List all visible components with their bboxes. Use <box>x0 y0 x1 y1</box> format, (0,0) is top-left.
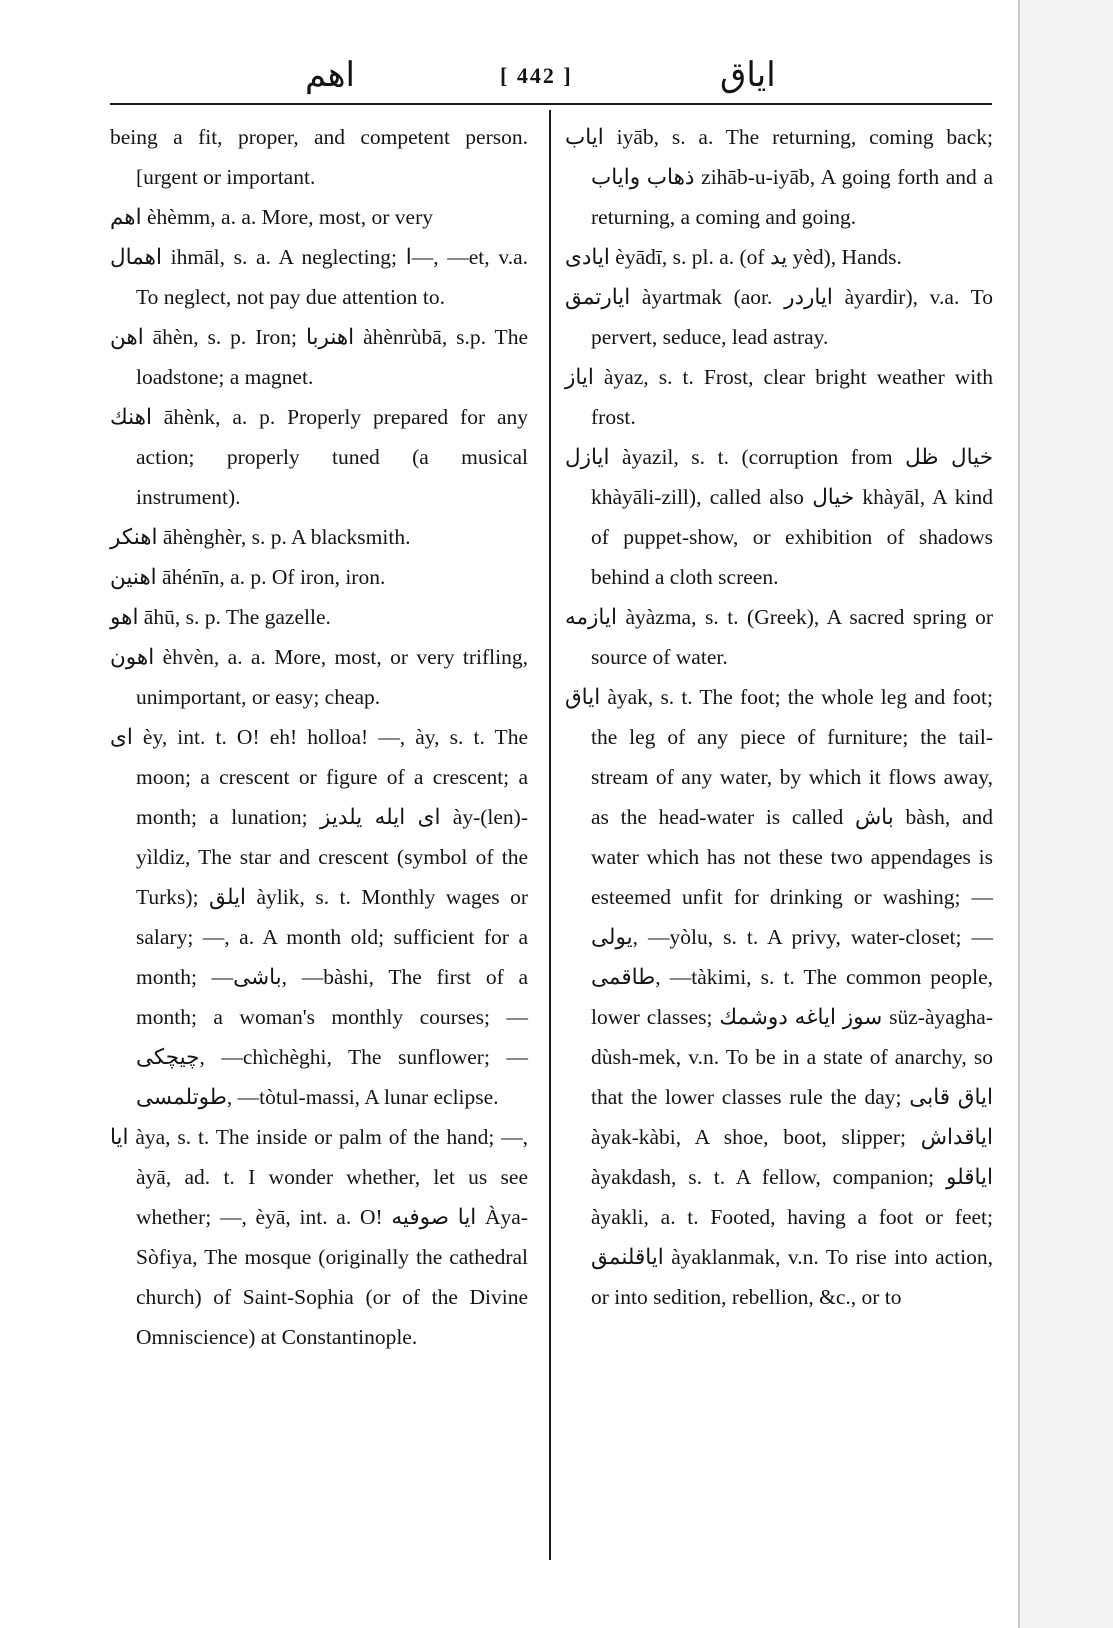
header-left-catchword: اهم <box>305 57 356 94</box>
header-right-catchword: اياق <box>720 57 776 94</box>
dictionary-entry: اى èy, int. t. O! eh! holloa! —, ày, s. t. The moon; a crescent or figure of a crescent; a month; a lunation; اى ايله يلديز ày-(len)-yìldiz, The star and crescent (symbol of the Turks); ايلق àylik, s. t. Monthly wages or salary; —, a. A month old; sufficient for a month; —باشى, —bàshi, The first of a month; a woman's monthly courses; —چيچكى, —chìchèghi, The sunflower; —طوتلمسى, —tòtul-massi, A lunar eclipse. <box>110 725 529 1109</box>
page-header <box>110 55 990 99</box>
page-number: [ 442 ] <box>500 63 573 88</box>
dictionary-entry: اياب iyāb, s. a. The returning, coming back; ذهاب واياب zihāb-u-iyāb, A going forth and a returning, a coming and going. <box>565 125 993 229</box>
dictionary-entry: اهن āhèn, s. p. Iron; اهنربا àhènrùbā, s.p. The loadstone; a magnet. <box>110 325 528 389</box>
dictionary-entry: اهون èhvèn, a. a. More, most, or very trifling, unimportant, or easy; cheap. <box>110 645 528 709</box>
dictionary-entry: ايادى èyādī, s. pl. a. (of يد yèd), Hands. <box>565 245 902 269</box>
right-column <box>565 117 993 1317</box>
dictionary-entry: اهنين āhénīn, a. p. Of iron, iron. <box>110 565 386 589</box>
dictionary-entry: being a fit, proper, and competent person. [urgent or important. <box>110 125 528 189</box>
left-column <box>110 117 528 1357</box>
dictionary-entry: ايا àya, s. t. The inside or palm of the hand; —, àyā, ad. t. I wonder whether, let us see whether; —, èyā, int. a. O! ايا صوفيه Àya-Sòfiya, The mosque (originally the cathedral church) of Saint-Sophia (or of the Divine Omniscience) at Constantinople. <box>110 1125 528 1349</box>
dictionary-entry: ايازمه àyàzma, s. t. (Greek), A sacred spring or source of water. <box>565 605 993 669</box>
dictionary-entry: ايازل àyazil, s. t. (corruption from خيال ظل khàyāli-zill), called also خيال khàyāl, A kind of puppet-show, or exhibition of shadows behind a cloth screen. <box>565 445 993 589</box>
dictionary-entry: اياق àyak, s. t. The foot; the whole leg and foot; the leg of any piece of furniture; the tail-stream of any water, by which it flows away, as the head-water is called باش bàsh, and water which has not these two appendages is esteemed unfit for drinking or washing; —يولى, —yòlu, s. t. A privy, water-closet; —طاقمى, —tàkimi, s. t. The common people, lower classes; سوز اياغه دوشمك süz-àyagha-dùsh-mek, v.n. To be in a state of anarchy, so that the lower classes rule the day; اياق قابى àyak-kàbi, A shoe, boot, slipper; اياقداش àyakdash, s. t. A fellow, companion; اياقلو àyakli, a. t. Footed, having a foot or feet; اياقلنمق àyaklanmak, v.n. To rise into action, or into sedition, rebellion, &c., or to <box>565 685 993 1309</box>
column-divider <box>549 110 551 1560</box>
dictionary-entry: اهنكر āhènghèr, s. p. A blacksmith. <box>110 525 411 549</box>
page-edge <box>1018 0 1020 1628</box>
header-rule <box>110 103 992 105</box>
dictionary-entry: اهمال ihmāl, s. a. A neglecting; ا—, —et, v.a. To neglect, not pay due attention to. <box>110 245 528 309</box>
dictionary-entry: ايارتمق àyartmak (aor. اياردر àyardir), v.a. To pervert, seduce, lead astray. <box>565 285 993 349</box>
dictionary-entry: اهنك āhènk, a. p. Properly prepared for any action; properly tuned (a musical instrument). <box>110 405 528 509</box>
dictionary-entry: اياز àyaz, s. t. Frost, clear bright weather with frost. <box>565 365 993 429</box>
dictionary-entry: اهم èhèmm, a. a. More, most, or very <box>110 205 433 229</box>
dictionary-entry: اهو āhū, s. p. The gazelle. <box>110 605 331 629</box>
